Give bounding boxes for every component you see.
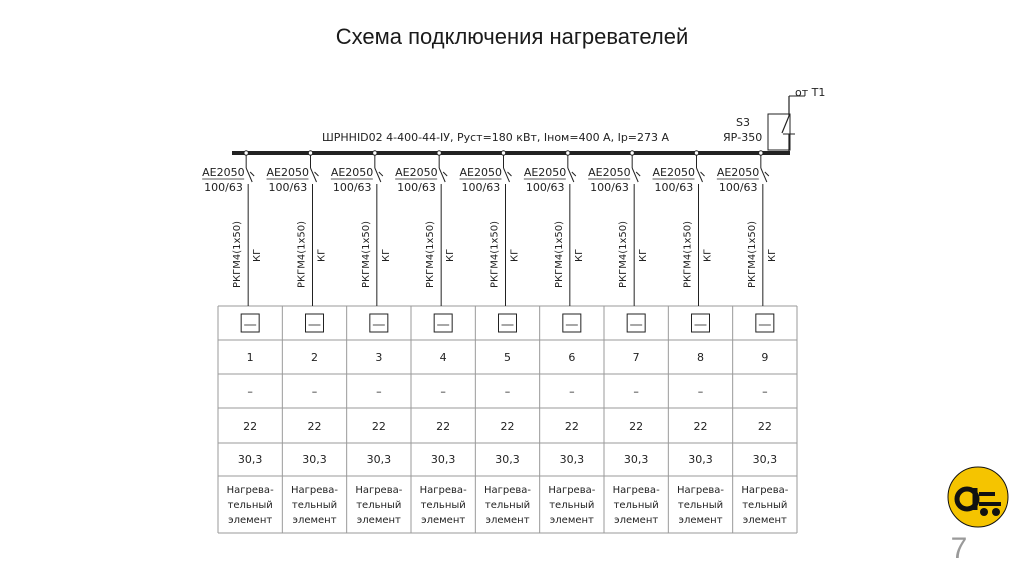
cable-route-label: КГ [380,248,392,262]
circuit-name-line2: тельный [677,500,724,511]
cable-type-label: РКГМ4(1х50) [360,220,372,288]
cable-route-label: КГ [316,248,328,262]
circuit-name-line3: элемент [678,515,723,526]
page-number: 7 [950,532,968,565]
breaker-blade [632,168,638,182]
circuit-dash: – [504,385,511,398]
feed-switch-id: S3 [736,116,750,129]
feed-switch-type: ЯР-350 [723,131,763,144]
circuit-name-line3: элемент [485,515,530,526]
breaker-blade [761,168,767,182]
circuit-name-line2: тельный [549,500,595,511]
breaker-blade [697,168,703,182]
circuit-current: 30,3 [752,453,778,466]
feed-switch-box [768,114,790,150]
bus-tap-dot [373,151,377,155]
circuit-name-line2: тельный [227,500,273,511]
circuit-dash: – [247,385,253,398]
breaker-type-label: АЕ2050 [330,166,374,179]
heater-symbol [499,314,517,332]
circuit-name-line2: тельный [356,500,402,511]
cable-route-label: КГ [573,248,585,262]
circuit-number: 7 [632,351,640,364]
circuit-3 [331,151,403,526]
breaker-blade [504,168,510,182]
cable-type-label: РКГМ4(1х50) [682,220,694,288]
cable-route-label: КГ [702,248,714,262]
circuit-power: 22 [693,420,708,433]
breaker-mark [636,172,640,176]
circuit-current: 30,3 [495,453,520,466]
circuit-number: 9 [761,351,769,364]
circuit-power: 22 [436,420,451,433]
breaker-blade [568,168,574,182]
circuit-name-line1: Нагрева- [226,485,274,496]
circuit-power: 22 [307,420,322,433]
breaker-type-label: АЕ2050 [395,166,438,179]
circuit-current: 30,3 [237,453,263,466]
breaker-rating-label: 100/63 [461,181,501,194]
circuit-dash: – [569,385,575,398]
circuit-name-line1: Нагрева- [612,485,660,496]
bus-tap-dot [759,151,763,155]
circuit-dash: – [633,385,639,398]
circuit-dash: – [697,385,704,398]
breaker-type-label: АЕ2050 [588,166,631,179]
circuit-name-line1: Нагрева- [290,485,339,496]
circuit-name-line1: Нагрева- [676,485,725,496]
bus-tap-dot [630,151,634,155]
circuit-name-line2: тельный [420,500,466,511]
circuit-name-line3: элемент [742,515,787,526]
breaker-blade [246,168,252,182]
heater-symbol [241,314,259,332]
breaker-type-label: АЕ2050 [652,166,695,179]
heater-symbol [370,314,388,332]
circuit-name-line2: тельный [742,500,788,511]
cable-route-label: КГ [445,248,457,262]
breaker-mark [379,172,383,176]
circuit-1 [202,151,274,526]
cable-type-label: РКГМ4(1х50) [618,220,630,288]
circuit-name-line1: Нагрева- [355,485,403,496]
cable-type-label: РКГМ4(1х50) [489,220,501,288]
circuit-current: 30,3 [430,453,456,466]
breaker-mark [765,172,769,176]
bus-tap-dot [501,151,505,155]
cable-route-label: КГ [252,248,264,262]
breaker-type-label: АЕ2050 [459,166,502,179]
circuit-name-line1: Нагрева- [741,485,789,496]
circuit-2 [267,151,339,526]
circuit-7 [588,151,660,526]
cable-type-label: РКГМ4(1х50) [553,220,565,288]
breaker-blade [439,168,445,182]
heater-symbol [434,314,452,332]
bus-tap-dot [566,151,570,155]
breaker-mark [508,172,512,176]
breaker-mark [315,172,319,176]
circuit-dash: – [762,385,768,398]
breaker-type-label: АЕ2050 [716,166,760,179]
cable-type-label: РКГМ4(1х50) [746,220,758,288]
heater-symbol [306,314,324,332]
cable-type-label: РКГМ4(1х50) [232,220,244,288]
heater-symbol [563,314,581,332]
circuit-dash: – [440,385,446,398]
circuit-name-line2: тельный [613,500,659,511]
cable-type-label: РКГМ4(1х50) [425,220,437,288]
circuit-name-line3: элемент [614,515,659,526]
bus-tap-dot [694,151,698,155]
circuit-name-line2: тельный [484,500,531,511]
breaker-mark [701,172,705,176]
breaker-rating-label: 100/63 [332,181,372,194]
circuit-9 [717,151,789,526]
circuit-name-line3: элемент [292,515,337,526]
breaker-type-label: АЕ2050 [523,166,567,179]
cable-type-label: РКГМ4(1х50) [296,220,308,288]
breaker-type-label: АЕ2050 [266,166,309,179]
circuit-current: 30,3 [559,453,585,466]
bus-tap-dot [437,151,441,155]
circuit-power: 22 [371,420,386,433]
circuit-name-line1: Нагрева- [483,485,532,496]
breaker-rating-label: 100/63 [268,181,308,194]
heater-symbol [692,314,710,332]
circuit-name-line3: элемент [421,515,466,526]
circuit-power: 22 [500,420,515,433]
circuit-current: 30,3 [623,453,649,466]
circuit-name-line3: элемент [356,515,401,526]
heater-symbol [756,314,774,332]
circuit-8 [653,151,725,526]
cable-route-label: КГ [638,248,650,262]
circuit-number: 5 [504,351,511,364]
circuit-current: 30,3 [302,453,327,466]
bus-tap-dot [308,151,312,155]
circuit-dash: – [311,385,318,398]
circuit-number: 6 [568,351,576,364]
feed-source-label: от Т1 [795,86,826,99]
cable-route-label: КГ [766,248,778,262]
circuit-number: 2 [311,351,318,364]
company-logo-icon [947,466,1009,528]
breaker-blade [375,168,381,182]
circuit-number: 1 [246,351,254,364]
breaker-rating-label: 100/63 [718,181,758,194]
circuit-number: 3 [375,351,383,364]
breaker-mark [443,172,447,176]
circuit-4 [395,151,467,526]
bus-label: ШРНHID02 4-400-44-IУ, Pуст=180 кВт, Iном=400 А, Iр=273 А [322,131,670,144]
circuit-6 [524,151,596,526]
circuit-current: 30,3 [366,453,392,466]
circuit-power: 22 [629,420,644,433]
circuit-name-line1: Нагрева- [419,485,467,496]
circuit-power: 22 [243,420,258,433]
bus-tap-dot [244,151,248,155]
circuit-power: 22 [564,420,579,433]
heater-symbol [627,314,645,332]
circuit-dash: – [376,385,382,398]
feed-switch-blade [782,116,789,133]
breaker-rating-label: 100/63 [204,181,243,194]
breaker-type-label: АЕ2050 [202,166,245,179]
circuit-name-line3: элемент [228,515,273,526]
breaker-rating-label: 100/63 [590,181,629,194]
breaker-blade [311,168,317,182]
circuit-5 [460,151,532,526]
circuit-name-line3: элемент [549,515,594,526]
circuit-name-line2: тельный [291,500,338,511]
cable-route-label: КГ [509,248,521,262]
circuit-current: 30,3 [688,453,713,466]
circuit-power: 22 [757,420,772,433]
page-title: Схема подключения нагревателей [335,24,689,49]
circuit-name-line1: Нагрева- [548,485,596,496]
breaker-rating-label: 100/63 [525,181,565,194]
circuit-number: 4 [439,351,447,364]
circuit-number: 8 [697,351,704,364]
breaker-mark [572,172,576,176]
breaker-rating-label: 100/63 [654,181,694,194]
breaker-mark [250,172,254,176]
breaker-rating-label: 100/63 [397,181,436,194]
